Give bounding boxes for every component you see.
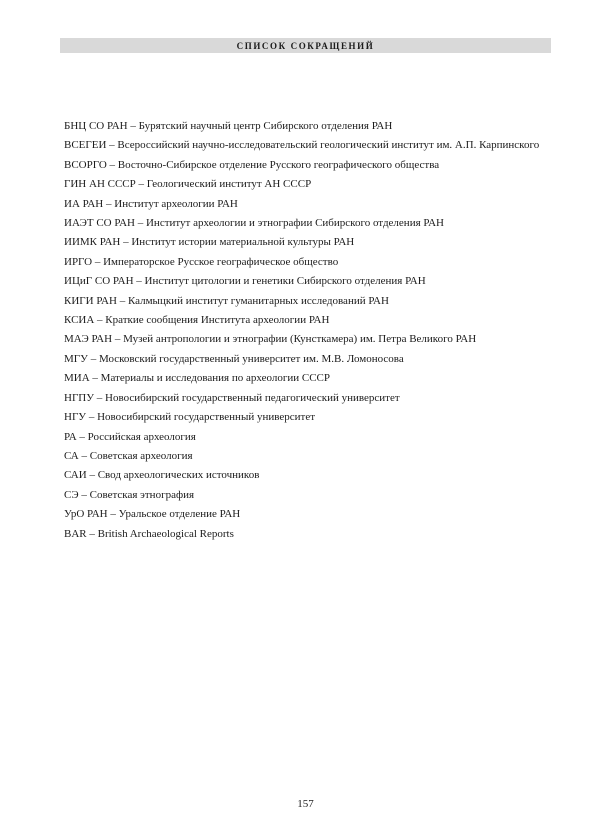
abbreviation-definition: Московский государственный университет им. М.В. Ломоносова: [98, 352, 404, 365]
abbreviation-item: СЭ – Советская этнография: [64, 488, 195, 501]
abbreviation-item: БНЦ СО РАН – Бурятский научный центр Сибирского отделения РАН: [64, 120, 393, 132]
abbreviation-definition: Институт археологии и этнографии Сибирского отделения РАН: [145, 217, 444, 230]
abbreviation-list: [64, 117, 560, 544]
abbreviation-term: ВСЕГЕИ: [64, 139, 107, 152]
abbreviation-definition: Геологический институт АН СССР: [146, 178, 312, 191]
abbreviation-item: ГИН АН СССР – Геологический институт АН СССР: [64, 178, 312, 191]
abbreviation-item: МИА – Материалы и исследования по археологии СССР: [64, 372, 330, 385]
abbreviation-term: САИ: [64, 469, 87, 482]
abbreviation-item: ИАЭТ СО РАН – Институт археологии и этнографии Сибирского отделения РАН: [64, 217, 444, 230]
abbreviation-definition: Российская археология: [87, 430, 196, 443]
abbreviation-term: ИАЭТ СО РАН: [64, 217, 135, 230]
abbreviation-term: ИИМК РАН: [64, 236, 121, 249]
abbreviation-item: НГПУ – Новосибирский государственный педагогический университет: [64, 391, 400, 404]
abbreviation-item: ВСЕГЕИ – Всероссийский научно-исследовательский геологический институт им. А.П. Карпинского: [64, 139, 540, 152]
abbreviation-item: СА – Советская археология: [64, 449, 193, 462]
abbreviation-term: БНЦ СО РАН: [64, 120, 128, 132]
abbreviation-term: ИЦиГ СО РАН: [64, 275, 134, 288]
page-header-bar: [60, 38, 551, 53]
abbreviation-term: МИА: [64, 372, 90, 385]
abbreviation-term: УрО РАН: [64, 508, 108, 521]
abbreviation-item: КИГИ РАН – Калмыцкий институт гуманитарных исследований РАН: [64, 294, 389, 307]
abbreviation-item: ИЦиГ СО РАН – Институт цитологии и генетики Сибирского отделения РАН: [64, 275, 426, 288]
abbreviation-definition: Императорское Русское географическое общество: [103, 255, 339, 268]
abbreviation-term: СЭ: [64, 488, 79, 501]
abbreviation-item: НГУ – Новосибирский государственный университет: [64, 411, 316, 424]
abbreviation-term: ВСОРГО: [64, 158, 107, 171]
abbreviation-definition: Краткие сообщения Института археологии РАН: [105, 314, 330, 327]
abbreviation-item: КСИА – Краткие сообщения Института археологии РАН: [64, 314, 330, 327]
abbreviation-definition: Всероссийский научно-исследовательский геологический институт им. А.П. Карпинского: [117, 139, 540, 152]
abbreviation-item: МГУ – Московский государственный университет им. М.В. Ломоносова: [64, 352, 404, 365]
abbreviation-definition: Калмыцкий институт гуманитарных исследований РАН: [127, 294, 389, 307]
abbreviation-item: ВСОРГО – Восточно-Сибирское отделение Русского географического общества: [64, 158, 440, 171]
abbreviation-term: ГИН АН СССР: [64, 178, 136, 191]
abbreviation-definition: British Archaeological Reports: [97, 527, 234, 540]
abbreviation-term: НГУ: [64, 411, 87, 424]
abbreviation-item: РА – Российская археология: [64, 430, 196, 443]
abbreviation-definition: Материалы и исследования по археологии СССР: [100, 372, 330, 385]
abbreviation-definition: Институт истории материальной культуры РАН: [131, 236, 355, 249]
page-header-title: СПИСОК СОКРАЩЕНИЙ: [236, 40, 375, 51]
abbreviation-item: САИ – Свод археологических источников: [64, 469, 260, 482]
abbreviation-term: КСИА: [64, 314, 95, 327]
abbreviation-term: РА: [64, 430, 77, 443]
abbreviation-term: НГПУ: [64, 391, 95, 404]
abbreviation-definition: Институт археологии РАН: [114, 197, 238, 210]
abbreviation-item: ИИМК РАН – Институт истории материальной культуры РАН: [64, 236, 355, 249]
abbreviation-item: УрО РАН – Уральское отделение РАН: [64, 508, 241, 521]
abbreviation-term: СА: [64, 449, 79, 462]
abbreviation-definition: Советская археология: [89, 449, 193, 462]
abbreviation-definition: Уральское отделение РАН: [118, 508, 241, 521]
abbreviation-definition: Свод археологических источников: [97, 469, 260, 482]
abbreviation-term: ИА РАН: [64, 197, 104, 210]
abbreviation-term: МАЭ РАН: [64, 333, 113, 346]
abbreviation-item: МАЭ РАН – Музей антропологии и этнографии (Кунсткамера) им. Петра Великого РАН: [64, 333, 477, 346]
page-number: 157: [297, 798, 314, 810]
abbreviation-item: ИА РАН – Институт археологии РАН: [64, 197, 238, 210]
abbreviation-term: КИГИ РАН: [64, 294, 117, 307]
abbreviation-term: ИРГО: [64, 255, 93, 268]
abbreviation-definition: Новосибирский государственный педагогический университет: [105, 391, 400, 404]
abbreviation-definition: Новосибирский государственный университет: [97, 411, 316, 424]
abbreviation-definition: Музей антропологии и этнографии (Кунсткамера) им. Петра Великого РАН: [123, 333, 477, 346]
abbreviation-item: ИРГО – Императорское Русское географическое общество: [64, 255, 339, 268]
abbreviation-term: МГУ: [64, 352, 88, 365]
abbreviation-definition: Советская этнография: [89, 488, 195, 501]
abbreviation-term: BAR: [64, 527, 87, 540]
abbreviation-definition: Институт цитологии и генетики Сибирского отделения РАН: [144, 275, 426, 288]
abbreviation-definition: Бурятский научный центр Сибирского отделения РАН: [138, 120, 393, 132]
abbreviation-item: BAR – British Archaeological Reports: [64, 527, 234, 540]
abbreviation-definition: Восточно-Сибирское отделение Русского географического общества: [117, 158, 440, 171]
